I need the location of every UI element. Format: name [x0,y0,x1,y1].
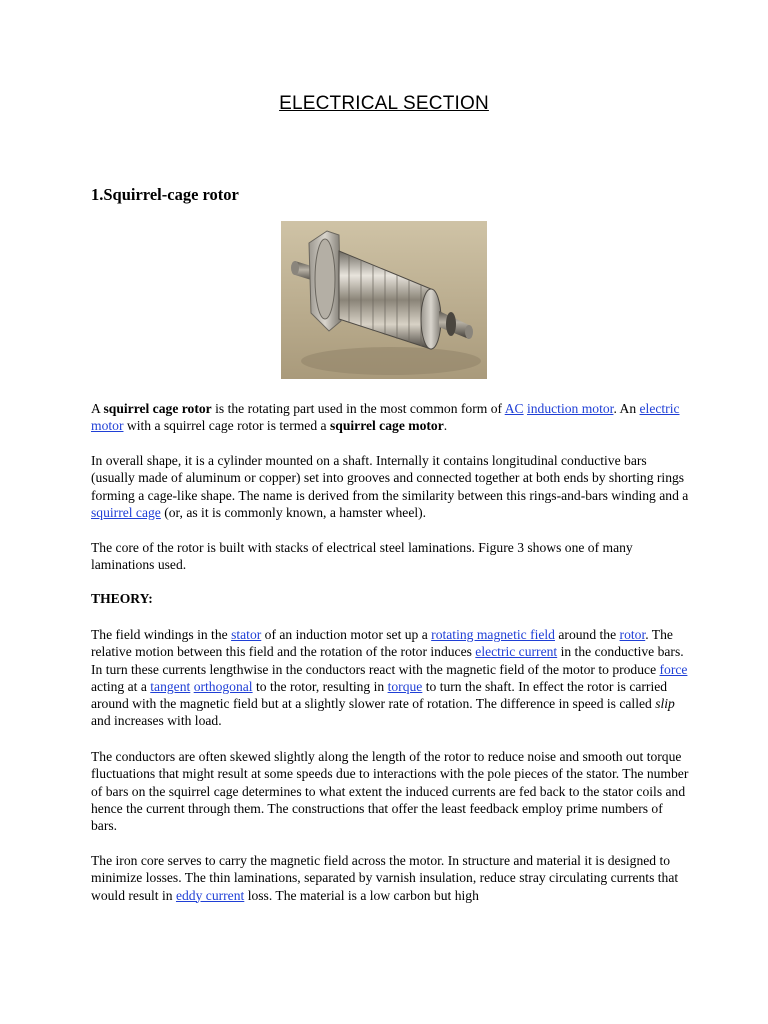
section-heading: 1.Squirrel-cage rotor [91,185,239,204]
link-electric-current[interactable]: electric current [475,644,558,660]
link-ac[interactable]: AC [504,401,524,416]
paragraph-theory: The field windings in the stator of an induction motor set up a rotating magnetic field around the rotor. The relative motion between this field and the rotation of the rotor induces electric current in the conductive bars. In turn these currents lengthwise in the conductors react with the magnetic field of the motor to produce force acting at a tangent orthogonal to the rotor, resulting in torque to turn the shaft. In effect the rotor is carried around with the magnetic field but at a slightly slower rate of rotation. The difference in speed is called slip and increases with load. [91,627,688,729]
link-electric-motor[interactable]: electric motor [91,401,680,434]
paragraph-intro: A squirrel cage rotor is the rotating part used in the most common form of AC induction motor. An electric motor with a squirrel cage rotor is termed a squirrel cage motor. [91,401,680,434]
paragraph-conductors: The conductors are often skewed slightly along the length of the rotor to reduce noise and smooth out torque fluctuations that might result at some speeds due to interactions with the pole pieces of the stator. The number of bars on the squirrel cage determines to what extent the induced currents are fed back to the stator coils and hence the current through them. The constructions that offer the least feedback employ prime numbers of bars. [91,749,689,834]
link-stator[interactable]: stator [231,627,262,642]
theory-heading: THEORY: [91,591,153,606]
link-rotating-magnetic-field[interactable]: rotating magnetic field [431,627,555,642]
link-force[interactable]: force [659,661,688,677]
page-title: ELECTRICAL SECTION [279,93,489,114]
paragraph-shape: In overall shape, it is a cylinder mounted on a shaft. Internally it contains longitudinal conductive bars (usually made of aluminum or copper) set into grooves and connected together at both ends by shorting rings forming a cage-like shape. The name is derived from the similarity between this rings-and-bars winding and a squirrel cage (or, as it is commonly known, a hamster wheel). [91,453,689,520]
link-squirrel-cage[interactable]: squirrel cage [91,504,161,520]
link-tangent[interactable]: tangent [150,678,191,694]
link-rotor[interactable]: rotor [619,627,646,642]
link-eddy-current[interactable]: eddy current [175,887,245,903]
link-induction-motor[interactable]: induction motor [526,401,614,416]
rotor-photo [281,221,487,379]
link-orthogonal[interactable]: orthogonal [193,678,253,694]
paragraph-core: The core of the rotor is built with stacks of electrical steel laminations. Figure 3 shows one of many laminations used. [91,540,633,573]
link-torque[interactable]: torque [387,678,423,694]
paragraph-iron-core: The iron core serves to carry the magnetic field across the motor. In structure and material it is designed to minimize losses. The thin laminations, separated by varnish insulation, reduce stray circulating currents that would result in eddy current loss. The material is a low carbon but high [91,853,679,903]
